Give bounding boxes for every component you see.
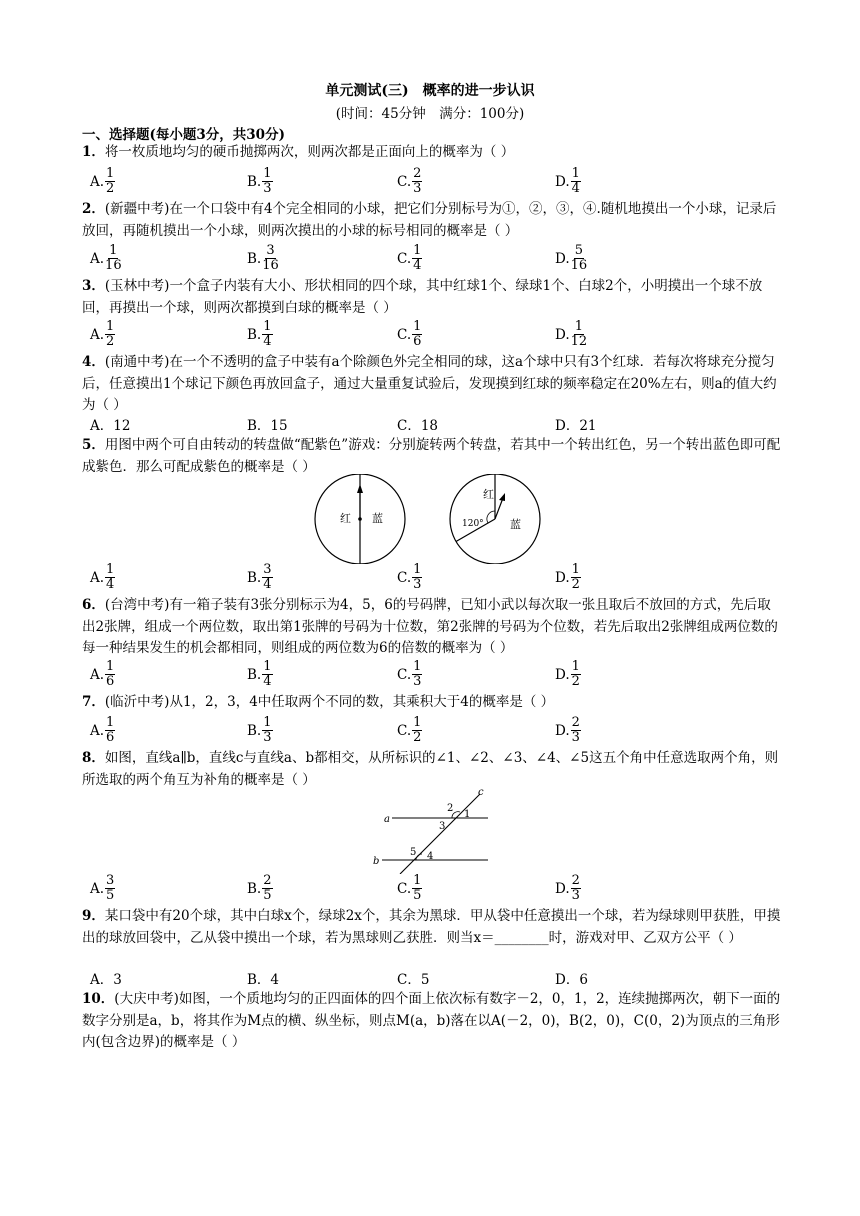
denominator: 6 (413, 334, 422, 349)
option-c (397, 244, 422, 273)
denominator: 3 (413, 674, 422, 689)
option-d (555, 244, 587, 273)
fraction (412, 660, 422, 689)
denominator: 2 (106, 334, 115, 349)
spinner-two-blue-label: 蓝 (510, 518, 521, 531)
option-label: A. (90, 722, 105, 739)
option-label: A. (90, 666, 105, 683)
option-label: D. (555, 880, 570, 897)
fraction (105, 244, 122, 273)
option-label: A. (90, 250, 105, 267)
denominator: 5 (413, 888, 422, 903)
numerator: 1 (413, 659, 422, 674)
denominator: 4 (263, 334, 272, 349)
spinner-two-red-label: 红 (483, 488, 494, 501)
page-subtitle: (时间：45分钟 满分：100分) (335, 106, 525, 122)
fraction (105, 320, 115, 349)
numerator: 5 (574, 243, 584, 258)
options-q8 (90, 874, 790, 908)
option-b (247, 716, 273, 745)
question-1: 1．将一枚质地均匀的硬币抛掷两次，则两次都是正面向上的概率为（ ） (82, 144, 515, 160)
denominator: 3 (571, 730, 580, 745)
denominator: 4 (106, 577, 115, 592)
option-b (247, 167, 273, 196)
line-c-label: c (478, 787, 484, 798)
denominator: 4 (413, 258, 422, 273)
fraction (262, 320, 272, 349)
option-label: C. (397, 666, 412, 683)
option-c: C．18 (397, 418, 439, 434)
numerator: 1 (106, 659, 115, 674)
options-q4 (90, 414, 790, 434)
option-d (555, 320, 587, 349)
question-6: 6．(台湾中考)有一箱子装有3张分别标示为4，5，6的号码牌，已知小武以每次取一张且取后不放回的方式，先后取出2张牌，组成一个两位数，取出第1张牌的号码为十位数，第2张牌的号码为个位数，若先后取出2张牌组成两位数的每一种结果发生的机会都相同，则组成的两位数为6的倍数的概率为（ ） (82, 597, 778, 656)
numerator: 1 (106, 319, 115, 334)
option-label: D. (555, 722, 570, 739)
denominator: 5 (106, 888, 115, 903)
question-9: 9．某口袋中有20个球，其中白球x个，绿球2x个，其余为黑球．甲从袋中任意摸出一个球，若为绿球则甲获胜，甲摸出的球放回袋中，乙从袋中摸出一个球，若为黑球则乙获胜．则当x＝________时，游戏对甲、乙双方公平（ ） (82, 908, 781, 946)
denominator: 5 (263, 888, 272, 903)
denominator: 16 (105, 258, 122, 273)
numerator: 2 (413, 166, 422, 181)
denominator: 2 (571, 674, 580, 689)
option-c (397, 167, 422, 196)
option-d (555, 167, 581, 196)
fraction (412, 563, 422, 592)
fraction (412, 244, 422, 273)
fraction (105, 167, 115, 196)
numerator: 2 (571, 873, 580, 888)
angle-5-label: 5 (410, 847, 417, 858)
denominator: 3 (571, 888, 580, 903)
spinner-one-red-label: 红 (340, 512, 351, 525)
denominator: 4 (263, 674, 272, 689)
option-a (90, 563, 115, 592)
option-b (247, 660, 273, 689)
fraction (105, 563, 115, 592)
option-label: D. (555, 173, 570, 190)
option-label: D. (555, 666, 570, 683)
question-5: 5．用图中两个可自由转动的转盘做“配紫色”游戏：分别旋转两个转盘，若其中一个转出红色，另一个转出蓝色即可配成紫色．那么可配成紫色的概率是（ ） (82, 437, 781, 475)
option-b (247, 874, 273, 903)
denominator: 12 (570, 334, 588, 349)
fraction (262, 563, 272, 592)
option-c: C．5 (397, 972, 430, 988)
option-d (555, 716, 581, 745)
spinner-figure (300, 474, 560, 564)
option-label: B. (247, 250, 262, 267)
fraction (571, 874, 581, 903)
denominator: 6 (106, 730, 115, 745)
option-c (397, 660, 422, 689)
numerator: 1 (263, 659, 272, 674)
option-d: D．21 (555, 418, 597, 434)
option-d (555, 660, 581, 689)
option-a (90, 320, 115, 349)
numerator: 3 (266, 243, 275, 258)
option-d (555, 874, 581, 903)
option-a (90, 660, 115, 689)
option-c (397, 563, 422, 592)
option-d (555, 563, 581, 592)
fraction (262, 874, 272, 903)
option-c (397, 716, 422, 745)
page-title: 单元测试(三) 概率的进一步认识 (325, 83, 535, 99)
denominator: 2 (413, 730, 422, 745)
option-label: B. (247, 326, 262, 343)
numerator: 1 (106, 562, 115, 577)
fraction (571, 244, 588, 273)
option-label: D. (555, 326, 570, 343)
denominator: 3 (413, 181, 422, 196)
fraction (105, 660, 115, 689)
option-label: C. (397, 173, 412, 190)
fraction (262, 167, 272, 196)
option-b (247, 320, 273, 349)
option-b (247, 563, 273, 592)
denominator: 3 (263, 730, 272, 745)
option-b (247, 244, 279, 273)
denominator: 3 (413, 577, 422, 592)
option-label: B. (247, 569, 262, 586)
numerator: 1 (571, 562, 580, 577)
option-label: A. (90, 880, 105, 897)
numerator: 1 (413, 319, 422, 334)
numerator: 1 (571, 166, 580, 181)
fraction (105, 874, 115, 903)
option-label: C. (397, 569, 412, 586)
fraction (412, 874, 422, 903)
question-2: 2．(新疆中考)在一个口袋中有4个完全相同的小球，把它们分别标号为①，②，③，④.随机地摸出一个小球，记录后放回，再随机摸出一个小球，则两次摸出的小球的标号相同的概率是（ ） (82, 201, 777, 239)
section-heading: 一、选择题(每小题3分，共30分) (82, 127, 285, 143)
denominator: 16 (262, 258, 279, 273)
numerator: 1 (574, 319, 584, 334)
numerator: 1 (413, 873, 422, 888)
fraction (262, 660, 272, 689)
denominator: 16 (570, 258, 588, 273)
option-label: B. (247, 880, 262, 897)
angle-3-label: 3 (439, 821, 446, 832)
numerator: 1 (413, 243, 422, 258)
numerator: 1 (263, 319, 272, 334)
parallel-lines-figure (370, 786, 500, 874)
option-label: A. (90, 173, 105, 190)
option-label: D. (555, 250, 570, 267)
fraction (571, 167, 581, 196)
spinner-two-angle-label: 120° (462, 519, 484, 529)
options-q1 (90, 167, 790, 201)
line-b-label: b (373, 856, 380, 867)
fraction (105, 716, 115, 745)
numerator: 1 (106, 715, 115, 730)
angle-1-label: 1 (464, 809, 471, 820)
option-label: B. (247, 666, 262, 683)
question-3: 3．(玉林中考)一个盒子内装有大小、形状相同的四个球，其中红球1个、绿球1个、白球2个，小明摸出一个球不放回，再摸出一个球，则两次都摸到白球的概率是（ ） (82, 278, 763, 316)
option-label: B. (247, 722, 262, 739)
fraction (412, 320, 422, 349)
option-a (90, 244, 122, 273)
numerator: 1 (263, 166, 272, 181)
option-a: A．12 (90, 418, 131, 434)
fraction (262, 244, 279, 273)
numerator: 2 (263, 873, 272, 888)
fraction (262, 716, 272, 745)
numerator: 1 (413, 562, 422, 577)
option-a (90, 716, 115, 745)
fraction (571, 320, 588, 349)
numerator: 1 (413, 715, 422, 730)
option-a: A．3 (90, 972, 122, 988)
fraction (571, 563, 581, 592)
spinner-one-blue-label: 蓝 (372, 512, 383, 525)
options-q5 (90, 563, 790, 597)
question-7: 7．(临沂中考)从1，2，3，4中任取两个不同的数，其乘积大于4的概率是（ ） (82, 694, 555, 710)
option-b: B．4 (247, 972, 280, 988)
denominator: 2 (106, 181, 115, 196)
denominator: 6 (106, 674, 115, 689)
angle-4-label: 4 (427, 851, 434, 862)
question-8: 8．如图，直线a∥b，直线c与直线a、b都相交，从所标识的∠1、∠2、∠3、∠4、∠5这五个角中任意选取两个角，则所选取的两个角互为补角的概率是（ ） (82, 750, 779, 788)
denominator: 4 (263, 577, 272, 592)
option-a (90, 167, 115, 196)
numerator: 3 (106, 873, 115, 888)
fraction (571, 716, 581, 745)
option-label: C. (397, 722, 412, 739)
option-a (90, 874, 115, 903)
question-10: 10．(大庆中考)如图，一个质地均匀的正四面体的四个面上依次标有数字－2，0，1，2，连续抛掷两次，朝下一面的数字分别是a，b，将其作为M点的横、纵坐标，则点M(a，b)落在以A(－2，0)，B(2，0)，C(0，2)为顶点的三角形内(包含边界)的概率是（ ） (82, 991, 781, 1050)
numerator: 1 (106, 166, 115, 181)
numerator: 2 (571, 715, 580, 730)
spinner-two (450, 474, 540, 564)
denominator: 3 (263, 181, 272, 196)
line-a-label: a (384, 814, 390, 825)
spinner-one (315, 474, 405, 564)
option-label: C. (397, 880, 412, 897)
numerator: 3 (263, 562, 272, 577)
fraction (571, 660, 581, 689)
option-label: A. (90, 326, 105, 343)
fraction (412, 716, 422, 745)
question-4: 4．(南通中考)在一个不透明的盒子中装有a个除颜色外完全相同的球，这a个球中只有3个红球．若每次将球充分搅匀后，任意摸出1个球记下颜色再放回盒子，通过大量重复试验后，发现摸到红球的频率稳定在20%左右，则a的值大约为（ ） (82, 354, 777, 413)
option-label: A. (90, 569, 105, 586)
option-label: C. (397, 326, 412, 343)
fraction (412, 167, 422, 196)
denominator: 2 (571, 577, 580, 592)
numerator: 1 (109, 243, 118, 258)
option-label: B. (247, 173, 262, 190)
numerator: 1 (263, 715, 272, 730)
options-q3 (90, 320, 790, 354)
option-label: D. (555, 569, 570, 586)
option-b: B．15 (247, 418, 288, 434)
denominator: 4 (571, 181, 580, 196)
options-q2 (90, 244, 790, 278)
angle-2-label: 2 (447, 803, 454, 814)
options-q7 (90, 716, 790, 750)
option-d: D．6 (555, 972, 588, 988)
option-c (397, 320, 422, 349)
options-q6 (90, 660, 790, 694)
option-c (397, 874, 422, 903)
option-label: C. (397, 250, 412, 267)
options-q9 (90, 968, 790, 988)
numerator: 1 (571, 659, 580, 674)
